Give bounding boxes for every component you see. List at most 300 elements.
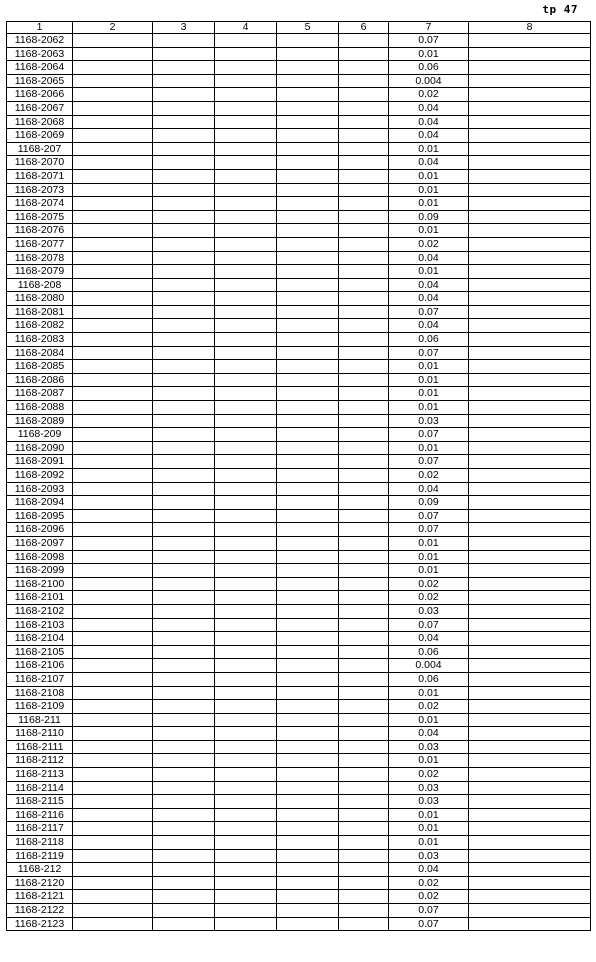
- cell-code: 1168-2113: [7, 768, 73, 782]
- table-row: [7, 917, 591, 931]
- cell-empty: [277, 754, 339, 768]
- cell-empty: [73, 101, 153, 115]
- cell-code: 1168-2098: [7, 550, 73, 564]
- cell-empty: [73, 346, 153, 360]
- cell-empty: [73, 278, 153, 292]
- cell-empty: [153, 333, 215, 347]
- table-row: [7, 863, 591, 877]
- cell-empty: [339, 61, 389, 75]
- cell-empty: [339, 428, 389, 442]
- cell-value: 0.04: [389, 115, 469, 129]
- cell-empty: [215, 645, 277, 659]
- cell-empty: [215, 604, 277, 618]
- cell-value: 0.02: [389, 469, 469, 483]
- cell-empty: [153, 346, 215, 360]
- cell-empty: [153, 496, 215, 510]
- cell-value: 0.04: [389, 632, 469, 646]
- cell-empty: [153, 754, 215, 768]
- cell-empty: [469, 305, 591, 319]
- cell-empty: [215, 795, 277, 809]
- cell-empty: [153, 469, 215, 483]
- cell-empty: [339, 88, 389, 102]
- cell-value: 0.07: [389, 455, 469, 469]
- cell-empty: [73, 224, 153, 238]
- cell-empty: [469, 278, 591, 292]
- cell-empty: [153, 61, 215, 75]
- cell-empty: [469, 768, 591, 782]
- table-row: [7, 115, 591, 129]
- cell-empty: [215, 265, 277, 279]
- column-header-3: 3: [153, 22, 215, 34]
- cell-empty: [339, 47, 389, 61]
- cell-empty: [469, 509, 591, 523]
- cell-empty: [153, 74, 215, 88]
- cell-empty: [469, 591, 591, 605]
- cell-value: 0.01: [389, 169, 469, 183]
- table-row: [7, 876, 591, 890]
- column-header-5: 5: [277, 22, 339, 34]
- cell-empty: [339, 604, 389, 618]
- table-row: [7, 672, 591, 686]
- cell-empty: [73, 564, 153, 578]
- cell-empty: [73, 387, 153, 401]
- cell-empty: [73, 292, 153, 306]
- cell-empty: [339, 795, 389, 809]
- cell-empty: [153, 890, 215, 904]
- cell-value: 0.04: [389, 156, 469, 170]
- cell-value: 0.06: [389, 333, 469, 347]
- cell-code: 1168-2093: [7, 482, 73, 496]
- cell-code: 1168-2079: [7, 265, 73, 279]
- cell-empty: [153, 237, 215, 251]
- cell-empty: [153, 659, 215, 673]
- cell-empty: [215, 822, 277, 836]
- cell-empty: [73, 61, 153, 75]
- cell-empty: [339, 836, 389, 850]
- cell-empty: [153, 401, 215, 415]
- cell-empty: [469, 795, 591, 809]
- cell-empty: [277, 768, 339, 782]
- cell-empty: [73, 672, 153, 686]
- cell-code: 1168-2103: [7, 618, 73, 632]
- cell-empty: [469, 61, 591, 75]
- cell-empty: [73, 754, 153, 768]
- cell-empty: [339, 401, 389, 415]
- cell-code: 1168-2091: [7, 455, 73, 469]
- cell-code: 1168-2087: [7, 387, 73, 401]
- cell-code: 1168-2099: [7, 564, 73, 578]
- cell-empty: [73, 659, 153, 673]
- cell-code: 1168-2114: [7, 781, 73, 795]
- table-row: [7, 577, 591, 591]
- cell-code: 1168-2100: [7, 577, 73, 591]
- cell-empty: [339, 822, 389, 836]
- cell-empty: [73, 156, 153, 170]
- cell-empty: [469, 88, 591, 102]
- cell-empty: [73, 237, 153, 251]
- cell-code: 1168-2071: [7, 169, 73, 183]
- table-row: [7, 890, 591, 904]
- cell-code: 1168-2115: [7, 795, 73, 809]
- cell-empty: [339, 441, 389, 455]
- cell-code: 1168-2082: [7, 319, 73, 333]
- cell-empty: [73, 523, 153, 537]
- cell-value: 0.01: [389, 836, 469, 850]
- table-row: [7, 659, 591, 673]
- cell-empty: [339, 142, 389, 156]
- cell-empty: [215, 428, 277, 442]
- cell-empty: [277, 496, 339, 510]
- cell-empty: [215, 890, 277, 904]
- header-row: [7, 22, 591, 34]
- cell-empty: [215, 768, 277, 782]
- table-row: [7, 333, 591, 347]
- cell-empty: [339, 319, 389, 333]
- cell-empty: [277, 142, 339, 156]
- table-row: [7, 47, 591, 61]
- cell-empty: [469, 740, 591, 754]
- cell-empty: [153, 795, 215, 809]
- cell-empty: [153, 210, 215, 224]
- cell-value: 0.04: [389, 482, 469, 496]
- cell-empty: [215, 727, 277, 741]
- cell-empty: [215, 509, 277, 523]
- cell-empty: [339, 305, 389, 319]
- cell-empty: [153, 727, 215, 741]
- cell-empty: [277, 863, 339, 877]
- cell-empty: [339, 169, 389, 183]
- table-row: [7, 645, 591, 659]
- cell-empty: [469, 34, 591, 48]
- cell-empty: [339, 808, 389, 822]
- cell-empty: [153, 713, 215, 727]
- cell-value: 0.01: [389, 808, 469, 822]
- cell-code: 1168-2083: [7, 333, 73, 347]
- cell-empty: [73, 618, 153, 632]
- cell-empty: [339, 672, 389, 686]
- cell-empty: [73, 129, 153, 143]
- cell-empty: [339, 156, 389, 170]
- cell-empty: [153, 115, 215, 129]
- cell-empty: [277, 727, 339, 741]
- cell-value: 0.06: [389, 645, 469, 659]
- cell-value: 0.07: [389, 917, 469, 931]
- cell-empty: [339, 564, 389, 578]
- cell-empty: [153, 591, 215, 605]
- cell-empty: [339, 754, 389, 768]
- cell-code: 1168-2084: [7, 346, 73, 360]
- cell-value: 0.04: [389, 101, 469, 115]
- cell-empty: [73, 210, 153, 224]
- cell-empty: [73, 836, 153, 850]
- cell-empty: [215, 346, 277, 360]
- cell-empty: [469, 414, 591, 428]
- table-row: [7, 237, 591, 251]
- column-header-1: 1: [7, 22, 73, 34]
- cell-empty: [215, 251, 277, 265]
- cell-code: 1168-211: [7, 713, 73, 727]
- cell-empty: [73, 795, 153, 809]
- cell-code: 1168-2117: [7, 822, 73, 836]
- table-row: [7, 142, 591, 156]
- cell-empty: [339, 876, 389, 890]
- cell-empty: [277, 428, 339, 442]
- cell-value: 0.02: [389, 876, 469, 890]
- cell-value: 0.02: [389, 577, 469, 591]
- column-header-8: 8: [469, 22, 591, 34]
- cell-empty: [73, 904, 153, 918]
- column-header-4: 4: [215, 22, 277, 34]
- cell-empty: [277, 917, 339, 931]
- cell-empty: [215, 414, 277, 428]
- cell-empty: [339, 509, 389, 523]
- cell-empty: [339, 210, 389, 224]
- cell-empty: [73, 319, 153, 333]
- cell-empty: [153, 251, 215, 265]
- table-row: [7, 727, 591, 741]
- cell-empty: [153, 836, 215, 850]
- cell-empty: [215, 455, 277, 469]
- cell-code: 1168-2067: [7, 101, 73, 115]
- cell-empty: [339, 469, 389, 483]
- cell-empty: [153, 169, 215, 183]
- cell-empty: [469, 700, 591, 714]
- cell-empty: [469, 754, 591, 768]
- cell-empty: [153, 863, 215, 877]
- cell-empty: [73, 401, 153, 415]
- cell-empty: [277, 659, 339, 673]
- cell-empty: [215, 713, 277, 727]
- cell-value: 0.07: [389, 34, 469, 48]
- cell-value: 0.01: [389, 401, 469, 415]
- cell-empty: [469, 387, 591, 401]
- cell-empty: [73, 441, 153, 455]
- cell-empty: [339, 523, 389, 537]
- cell-empty: [215, 836, 277, 850]
- cell-empty: [277, 101, 339, 115]
- cell-value: 0.01: [389, 564, 469, 578]
- cell-empty: [469, 523, 591, 537]
- cell-code: 1168-2088: [7, 401, 73, 415]
- cell-empty: [73, 509, 153, 523]
- cell-value: 0.04: [389, 129, 469, 143]
- cell-empty: [153, 700, 215, 714]
- cell-value: 0.01: [389, 373, 469, 387]
- cell-empty: [215, 577, 277, 591]
- cell-empty: [339, 740, 389, 754]
- cell-code: 1168-2064: [7, 61, 73, 75]
- cell-empty: [73, 536, 153, 550]
- table-row: [7, 469, 591, 483]
- cell-value: 0.07: [389, 346, 469, 360]
- cell-empty: [73, 305, 153, 319]
- cell-code: 1168-2097: [7, 536, 73, 550]
- cell-empty: [339, 346, 389, 360]
- cell-empty: [215, 197, 277, 211]
- cell-empty: [73, 183, 153, 197]
- cell-empty: [469, 781, 591, 795]
- cell-empty: [153, 917, 215, 931]
- cell-empty: [73, 169, 153, 183]
- cell-empty: [73, 577, 153, 591]
- cell-empty: [215, 333, 277, 347]
- cell-empty: [215, 700, 277, 714]
- cell-empty: [469, 917, 591, 931]
- cell-empty: [215, 129, 277, 143]
- cell-empty: [215, 169, 277, 183]
- cell-empty: [215, 292, 277, 306]
- cell-empty: [339, 890, 389, 904]
- cell-empty: [469, 251, 591, 265]
- cell-value: 0.04: [389, 251, 469, 265]
- cell-empty: [469, 360, 591, 374]
- table-row: [7, 278, 591, 292]
- cell-empty: [277, 129, 339, 143]
- cell-empty: [73, 360, 153, 374]
- cell-empty: [73, 686, 153, 700]
- cell-code: 1168-2105: [7, 645, 73, 659]
- cell-code: 1168-2108: [7, 686, 73, 700]
- cell-empty: [73, 876, 153, 890]
- cell-empty: [277, 591, 339, 605]
- table-row: [7, 129, 591, 143]
- cell-empty: [277, 632, 339, 646]
- cell-empty: [277, 904, 339, 918]
- cell-empty: [277, 849, 339, 863]
- table-row: [7, 740, 591, 754]
- cell-empty: [339, 455, 389, 469]
- cell-empty: [339, 550, 389, 564]
- cell-empty: [469, 686, 591, 700]
- cell-code: 1168-2104: [7, 632, 73, 646]
- cell-empty: [215, 183, 277, 197]
- cell-empty: [339, 34, 389, 48]
- cell-empty: [339, 360, 389, 374]
- cell-empty: [73, 88, 153, 102]
- cell-code: 1168-2107: [7, 672, 73, 686]
- cell-empty: [153, 373, 215, 387]
- cell-empty: [469, 876, 591, 890]
- cell-empty: [339, 904, 389, 918]
- table-row: [7, 564, 591, 578]
- cell-empty: [277, 319, 339, 333]
- cell-empty: [339, 713, 389, 727]
- cell-empty: [339, 129, 389, 143]
- cell-empty: [469, 604, 591, 618]
- cell-empty: [339, 618, 389, 632]
- cell-value: 0.07: [389, 509, 469, 523]
- cell-code: 1168-2106: [7, 659, 73, 673]
- cell-empty: [469, 142, 591, 156]
- table-row: [7, 34, 591, 48]
- cell-empty: [277, 346, 339, 360]
- cell-code: 1168-2066: [7, 88, 73, 102]
- cell-empty: [73, 645, 153, 659]
- cell-empty: [469, 129, 591, 143]
- cell-empty: [339, 224, 389, 238]
- cell-empty: [153, 536, 215, 550]
- cell-empty: [339, 536, 389, 550]
- cell-empty: [215, 387, 277, 401]
- cell-empty: [277, 455, 339, 469]
- cell-empty: [277, 577, 339, 591]
- cell-empty: [469, 904, 591, 918]
- cell-empty: [153, 577, 215, 591]
- cell-empty: [469, 645, 591, 659]
- cell-empty: [153, 292, 215, 306]
- cell-empty: [469, 550, 591, 564]
- cell-empty: [277, 278, 339, 292]
- cell-empty: [469, 536, 591, 550]
- cell-empty: [469, 265, 591, 279]
- cell-empty: [215, 523, 277, 537]
- cell-code: 1168-2123: [7, 917, 73, 931]
- table-row: [7, 822, 591, 836]
- table-row: [7, 414, 591, 428]
- cell-code: 1168-2068: [7, 115, 73, 129]
- cell-empty: [153, 849, 215, 863]
- cell-empty: [339, 414, 389, 428]
- table-row: [7, 536, 591, 550]
- cell-empty: [339, 768, 389, 782]
- table-row: [7, 523, 591, 537]
- cell-code: 1168-2076: [7, 224, 73, 238]
- cell-empty: [73, 632, 153, 646]
- cell-code: 1168-2096: [7, 523, 73, 537]
- cell-empty: [277, 34, 339, 48]
- cell-empty: [469, 47, 591, 61]
- cell-value: 0.02: [389, 768, 469, 782]
- cell-code: 1168-2095: [7, 509, 73, 523]
- cell-empty: [277, 713, 339, 727]
- cell-empty: [339, 183, 389, 197]
- cell-value: 0.01: [389, 265, 469, 279]
- cell-empty: [153, 509, 215, 523]
- cell-empty: [469, 469, 591, 483]
- cell-empty: [277, 604, 339, 618]
- cell-empty: [469, 441, 591, 455]
- cell-code: 1168-212: [7, 863, 73, 877]
- cell-empty: [339, 781, 389, 795]
- cell-empty: [73, 890, 153, 904]
- table-row: [7, 836, 591, 850]
- cell-empty: [469, 713, 591, 727]
- cell-empty: [153, 564, 215, 578]
- table-row: [7, 496, 591, 510]
- cell-value: 0.03: [389, 795, 469, 809]
- cell-empty: [277, 156, 339, 170]
- cell-empty: [339, 849, 389, 863]
- cell-empty: [153, 129, 215, 143]
- cell-empty: [469, 618, 591, 632]
- cell-empty: [277, 550, 339, 564]
- cell-empty: [215, 482, 277, 496]
- cell-empty: [277, 808, 339, 822]
- cell-empty: [153, 183, 215, 197]
- cell-value: 0.004: [389, 74, 469, 88]
- cell-empty: [73, 808, 153, 822]
- table-row: [7, 509, 591, 523]
- cell-empty: [73, 727, 153, 741]
- cell-empty: [73, 142, 153, 156]
- cell-empty: [277, 61, 339, 75]
- cell-empty: [277, 536, 339, 550]
- cell-empty: [73, 74, 153, 88]
- cell-empty: [469, 74, 591, 88]
- table-row: [7, 604, 591, 618]
- cell-empty: [153, 305, 215, 319]
- cell-code: 1168-2119: [7, 849, 73, 863]
